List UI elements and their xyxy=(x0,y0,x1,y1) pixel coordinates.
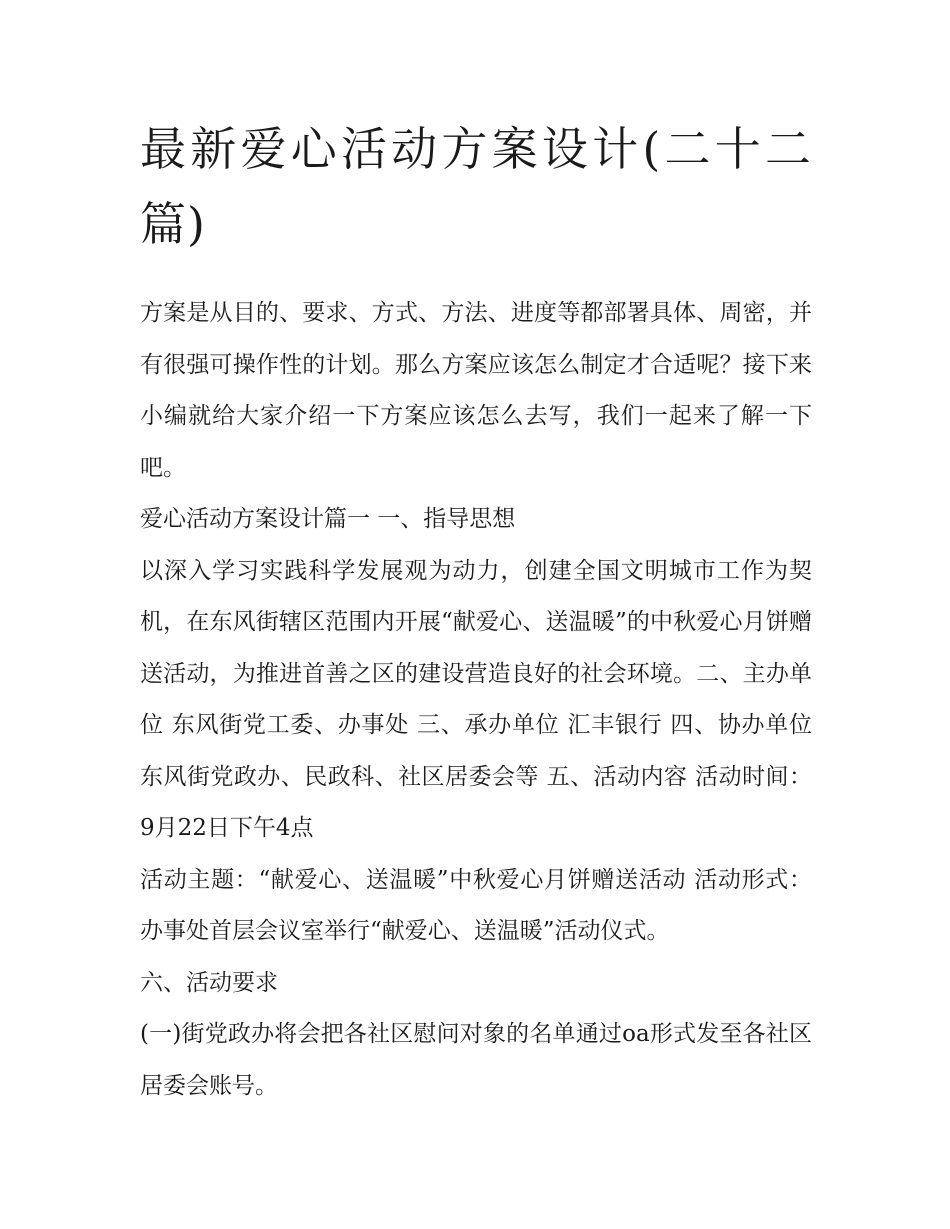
document-title: 最新爱心活动方案设计(二十二篇) xyxy=(140,122,812,251)
document-body xyxy=(140,112,812,1112)
activity-theme-paragraph: 活动主题：“献爱心、送温暖”中秋爱心月饼赠送活动 活动形式：办事处首层会议室举行“献爱心、送温暖”活动仪式。 xyxy=(140,866,812,944)
section-heading-activity-requirements: 六、活动要求 xyxy=(140,969,278,996)
intro-paragraph: 方案是从目的、要求、方式、方法、进度等都部署具体、周密，并有很强可操作性的计划。那么方案应该怎么制定才合适呢？接下来小编就给大家介绍一下方案应该怎么去写，我们一起来了解一下吧。 xyxy=(140,300,812,481)
section-heading-guiding-ideology: 爱心活动方案设计篇一 一、指导思想 xyxy=(140,506,516,532)
requirement-item-1: (一)街党政办将会把各社区慰问对象的名单通过oa形式发至各社区居委会账号。 xyxy=(140,1021,812,1099)
guiding-ideology-paragraph: 以深入学习实践科学发展观为动力，创建全国文明城市工作为契机，在东风街辖区范围内开展“献爱心、送温暖”的中秋爱心月饼赠送活动，为推进首善之区的建设营造良好的社会环境。二、主办单位 东风街党工委、办事处 三、承办单位 汇丰银行 四、协办单位 东风街党政办、民政科、社区居委会等 五、活动内容 活动时间：9月22日下午4点 xyxy=(140,557,812,841)
